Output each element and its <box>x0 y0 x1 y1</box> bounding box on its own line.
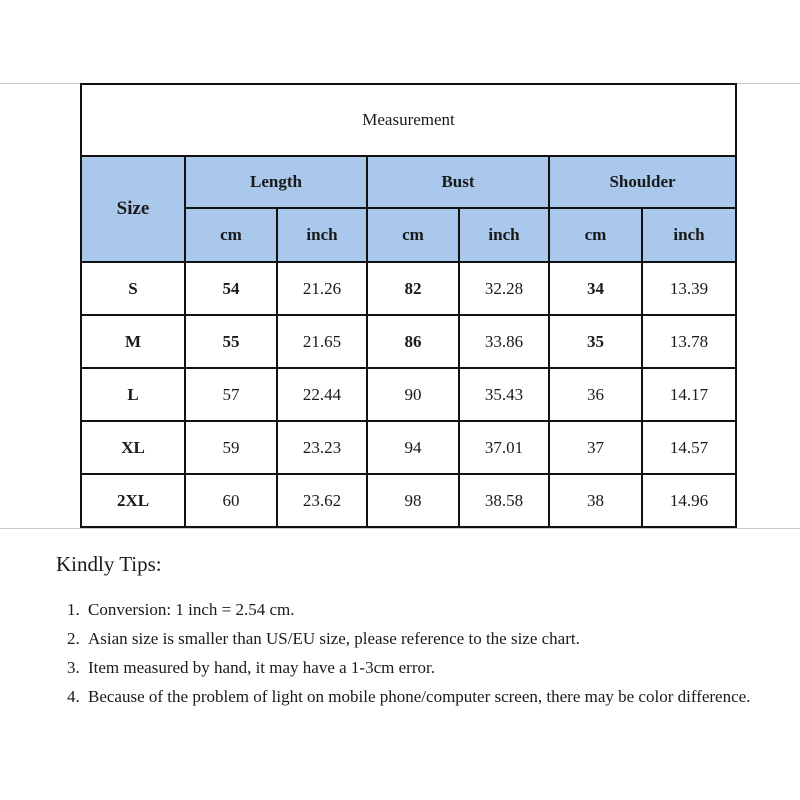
value-cell: 21.65 <box>277 315 367 368</box>
unit-header: inch <box>277 208 367 262</box>
value-cell: 23.23 <box>277 421 367 474</box>
kindly-tips-section <box>56 552 776 711</box>
unit-header: cm <box>549 208 642 262</box>
value-cell: 38 <box>549 474 642 527</box>
unit-header: cm <box>367 208 459 262</box>
table-row <box>81 474 736 527</box>
value-cell: 90 <box>367 368 459 421</box>
tip-item: 2. Asian size is smaller than US/EU size, please reference to the size chart. <box>84 624 776 653</box>
size-cell: L <box>81 368 185 421</box>
value-cell: 59 <box>185 421 277 474</box>
value-cell: 60 <box>185 474 277 527</box>
value-cell: 32.28 <box>459 262 549 315</box>
value-cell: 86 <box>367 315 459 368</box>
value-cell: 13.39 <box>642 262 736 315</box>
tip-item: 3. Item measured by hand, it may have a 1-3cm error. <box>84 653 776 682</box>
length-header: Length <box>185 156 367 208</box>
unit-header: inch <box>459 208 549 262</box>
value-cell: 94 <box>367 421 459 474</box>
value-cell: 14.96 <box>642 474 736 527</box>
value-cell: 98 <box>367 474 459 527</box>
value-cell: 23.62 <box>277 474 367 527</box>
table-row <box>81 315 736 368</box>
value-cell: 82 <box>367 262 459 315</box>
value-cell: 14.17 <box>642 368 736 421</box>
value-cell: 33.86 <box>459 315 549 368</box>
value-cell: 22.44 <box>277 368 367 421</box>
value-cell: 13.78 <box>642 315 736 368</box>
value-cell: 37.01 <box>459 421 549 474</box>
size-cell: XL <box>81 421 185 474</box>
size-cell: 2XL <box>81 474 185 527</box>
tip-item: 1. Conversion: 1 inch = 2.54 cm. <box>84 595 776 624</box>
value-cell: 55 <box>185 315 277 368</box>
unit-header: cm <box>185 208 277 262</box>
size-cell: S <box>81 262 185 315</box>
value-cell: 57 <box>185 368 277 421</box>
tips-list <box>56 595 776 711</box>
shoulder-header: Shoulder <box>549 156 736 208</box>
value-cell: 21.26 <box>277 262 367 315</box>
table-row <box>81 421 736 474</box>
table-row <box>81 262 736 315</box>
value-cell: 14.57 <box>642 421 736 474</box>
value-cell: 36 <box>549 368 642 421</box>
unit-header: inch <box>642 208 736 262</box>
bust-header: Bust <box>367 156 549 208</box>
size-chart-table <box>80 83 737 528</box>
bottom-divider <box>0 528 800 529</box>
value-cell: 54 <box>185 262 277 315</box>
tips-title: Kindly Tips: <box>56 552 162 576</box>
tip-item: 4. Because of the problem of light on mobile phone/computer screen, there may be color difference. <box>84 682 776 711</box>
value-cell: 35 <box>549 315 642 368</box>
value-cell: 34 <box>549 262 642 315</box>
size-column-header: Size <box>81 156 185 262</box>
value-cell: 35.43 <box>459 368 549 421</box>
table-row <box>81 368 736 421</box>
size-cell: M <box>81 315 185 368</box>
value-cell: 37 <box>549 421 642 474</box>
table-title: Measurement <box>81 84 736 156</box>
value-cell: 38.58 <box>459 474 549 527</box>
